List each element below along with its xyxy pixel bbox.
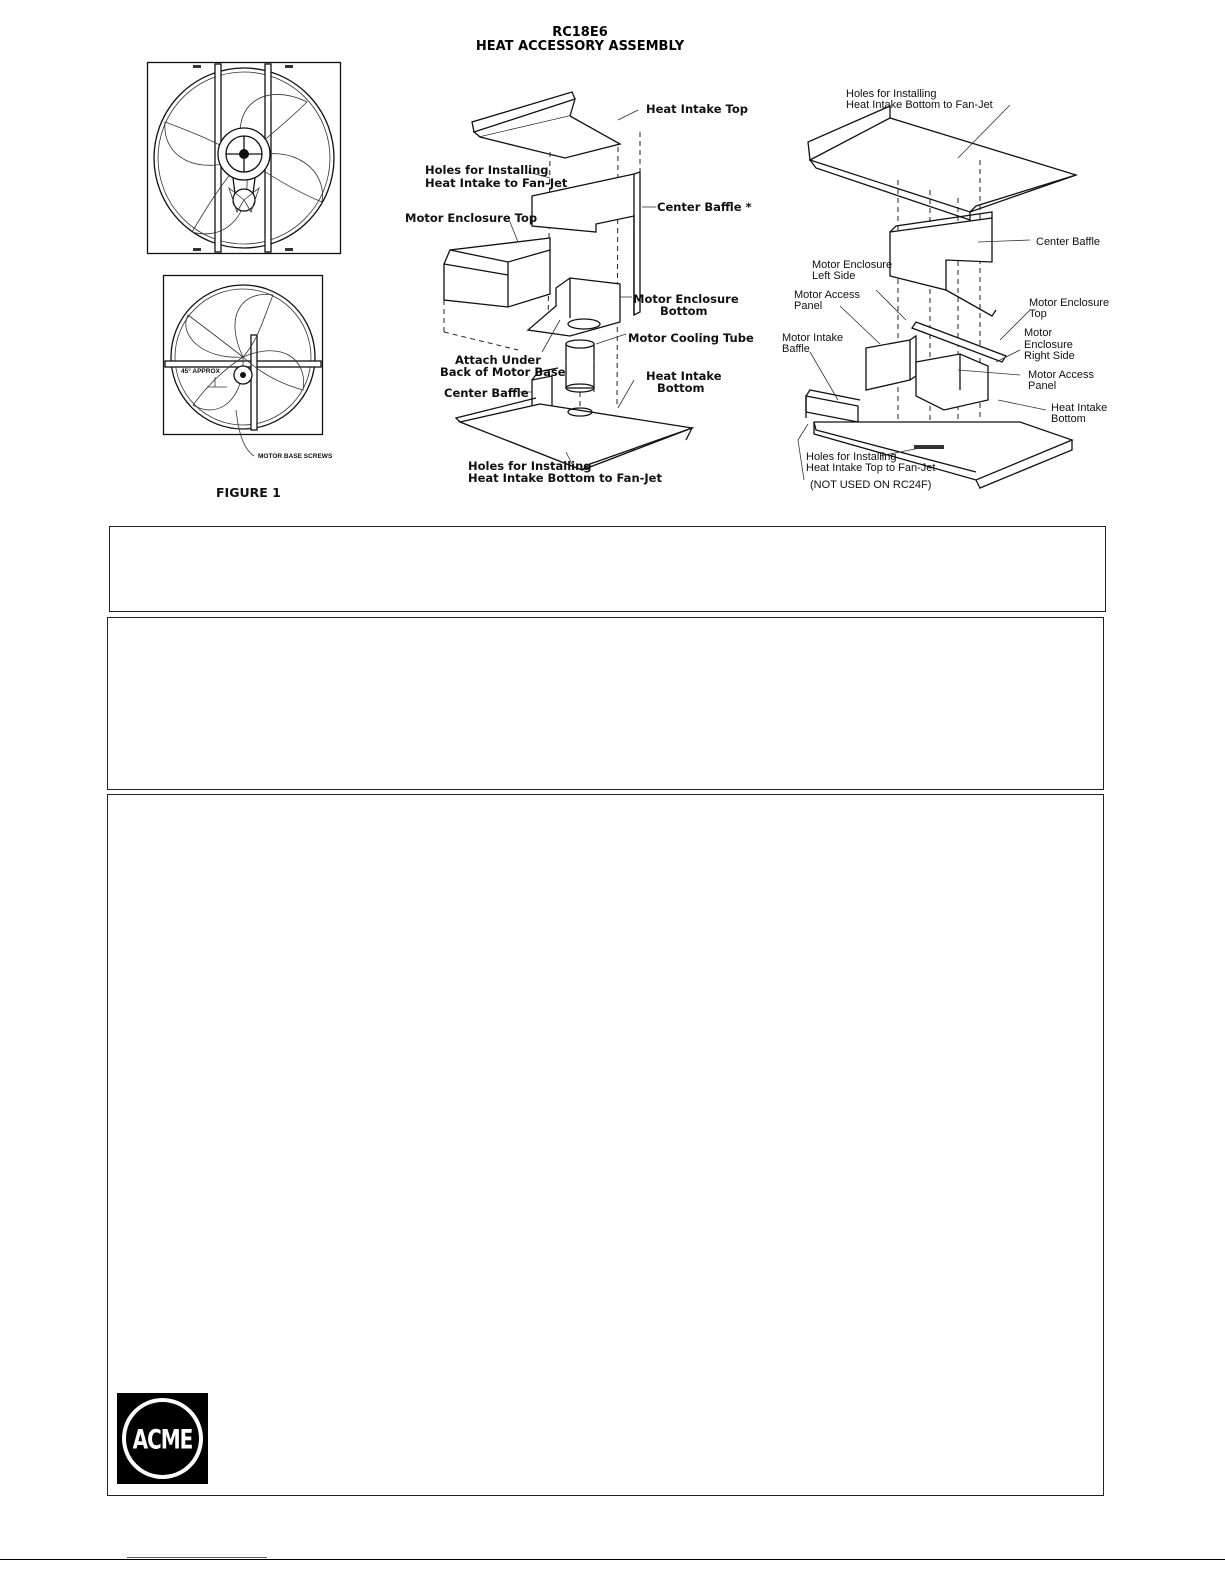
label-right-met-1: Motor Enclosure: [1029, 297, 1110, 309]
label-right-mer-3: Right Side: [1024, 350, 1075, 362]
right-motor-intake-baffle-part: [806, 396, 858, 422]
label-holes-bottom-2: Heat Intake Bottom to Fan-Jet: [468, 471, 662, 485]
label-right-center-baffle: Center Baffle: [1036, 236, 1101, 248]
blank-box-1: [109, 526, 1106, 612]
label-right-mer-2: Enclosure: [1024, 339, 1073, 351]
label-center-baffle-star: Center Baffle *: [657, 200, 752, 214]
label-right-holes-top-1: Holes for Installing: [846, 88, 937, 100]
label-center-baffle: Center Baffle: [444, 386, 529, 400]
right-heat-intake-top-part: [810, 118, 1076, 212]
label-right-mib-1: Motor Intake: [782, 332, 844, 344]
blank-box-2: [107, 617, 1104, 790]
figure1-top-fan-drawing: [147, 62, 341, 254]
label-right-met-2: Top: [1029, 308, 1047, 320]
label-right-hib-2: Bottom: [1051, 413, 1086, 425]
label-right-map-left-1: Motor Access: [794, 289, 861, 301]
label-holes-heat-intake-1: Holes for Installing: [425, 163, 549, 177]
right-motor-access-panel-right: [916, 354, 988, 410]
label-right-map-right-2: Panel: [1028, 380, 1057, 392]
label-motor-enclosure-bottom-1: Motor Enclosure: [633, 292, 739, 306]
label-right-map-left-2: Panel: [794, 300, 823, 312]
label-right-mel-1: Motor Enclosure: [812, 259, 893, 271]
label-right-hib-1: Heat Intake: [1051, 402, 1108, 414]
label-right-holes-bot-1: Holes for Installing: [806, 451, 897, 463]
label-right-mib-2: Baffle: [782, 343, 810, 355]
model-number: RC18E6: [552, 25, 608, 40]
label-holes-bottom-1: Holes for Installing: [468, 459, 592, 473]
motor-base-screws-label: MOTOR BASE SCREWS: [258, 453, 333, 460]
angle-label: 45° APPROX: [181, 368, 220, 375]
label-motor-cooling-tube: Motor Cooling Tube: [628, 331, 754, 345]
acme-logo: [117, 1393, 208, 1484]
motor-cooling-tube-part: [566, 344, 594, 388]
figure-1-caption: FIGURE 1: [216, 485, 281, 500]
label-right-mel-2: Left Side: [812, 270, 856, 282]
label-heat-intake-bottom-2: Bottom: [657, 381, 705, 395]
acme-logo-inner: [126, 1402, 199, 1475]
label-heat-intake-bottom-1: Heat Intake: [646, 369, 722, 383]
label-right-holes-bot-2: Heat Intake Top to Fan-Jet: [806, 462, 936, 474]
page-title: HEAT ACCESSORY ASSEMBLY: [475, 39, 685, 54]
label-motor-enclosure-bottom-2: Bottom: [660, 304, 708, 318]
footer-link-underline[interactable]: [127, 1557, 267, 1558]
label-heat-intake-top: Heat Intake Top: [646, 102, 749, 116]
right-motor-access-panel-left: [866, 340, 910, 390]
blank-box-3: [107, 794, 1104, 1496]
footer-rule: [0, 1559, 1225, 1560]
label-motor-enclosure-top: Motor Enclosure Top: [405, 211, 538, 225]
label-right-map-right-1: Motor Access: [1028, 369, 1095, 381]
label-holes-heat-intake-2: Heat Intake to Fan-Jet: [425, 176, 568, 190]
label-right-not-used: (NOT USED ON RC24F): [810, 479, 932, 491]
label-attach-under-1: Attach Under: [455, 353, 541, 367]
acme-logo-disc: [122, 1398, 203, 1479]
label-right-mer-1: Motor: [1024, 327, 1053, 339]
acme-logo-text: ACME: [132, 1422, 193, 1455]
page-header: [440, 26, 720, 54]
label-attach-under-2: Back of Motor Base: [440, 365, 566, 379]
label-right-holes-top-2: Heat Intake Bottom to Fan-Jet: [846, 99, 993, 111]
right-center-baffle-part: [890, 218, 992, 290]
